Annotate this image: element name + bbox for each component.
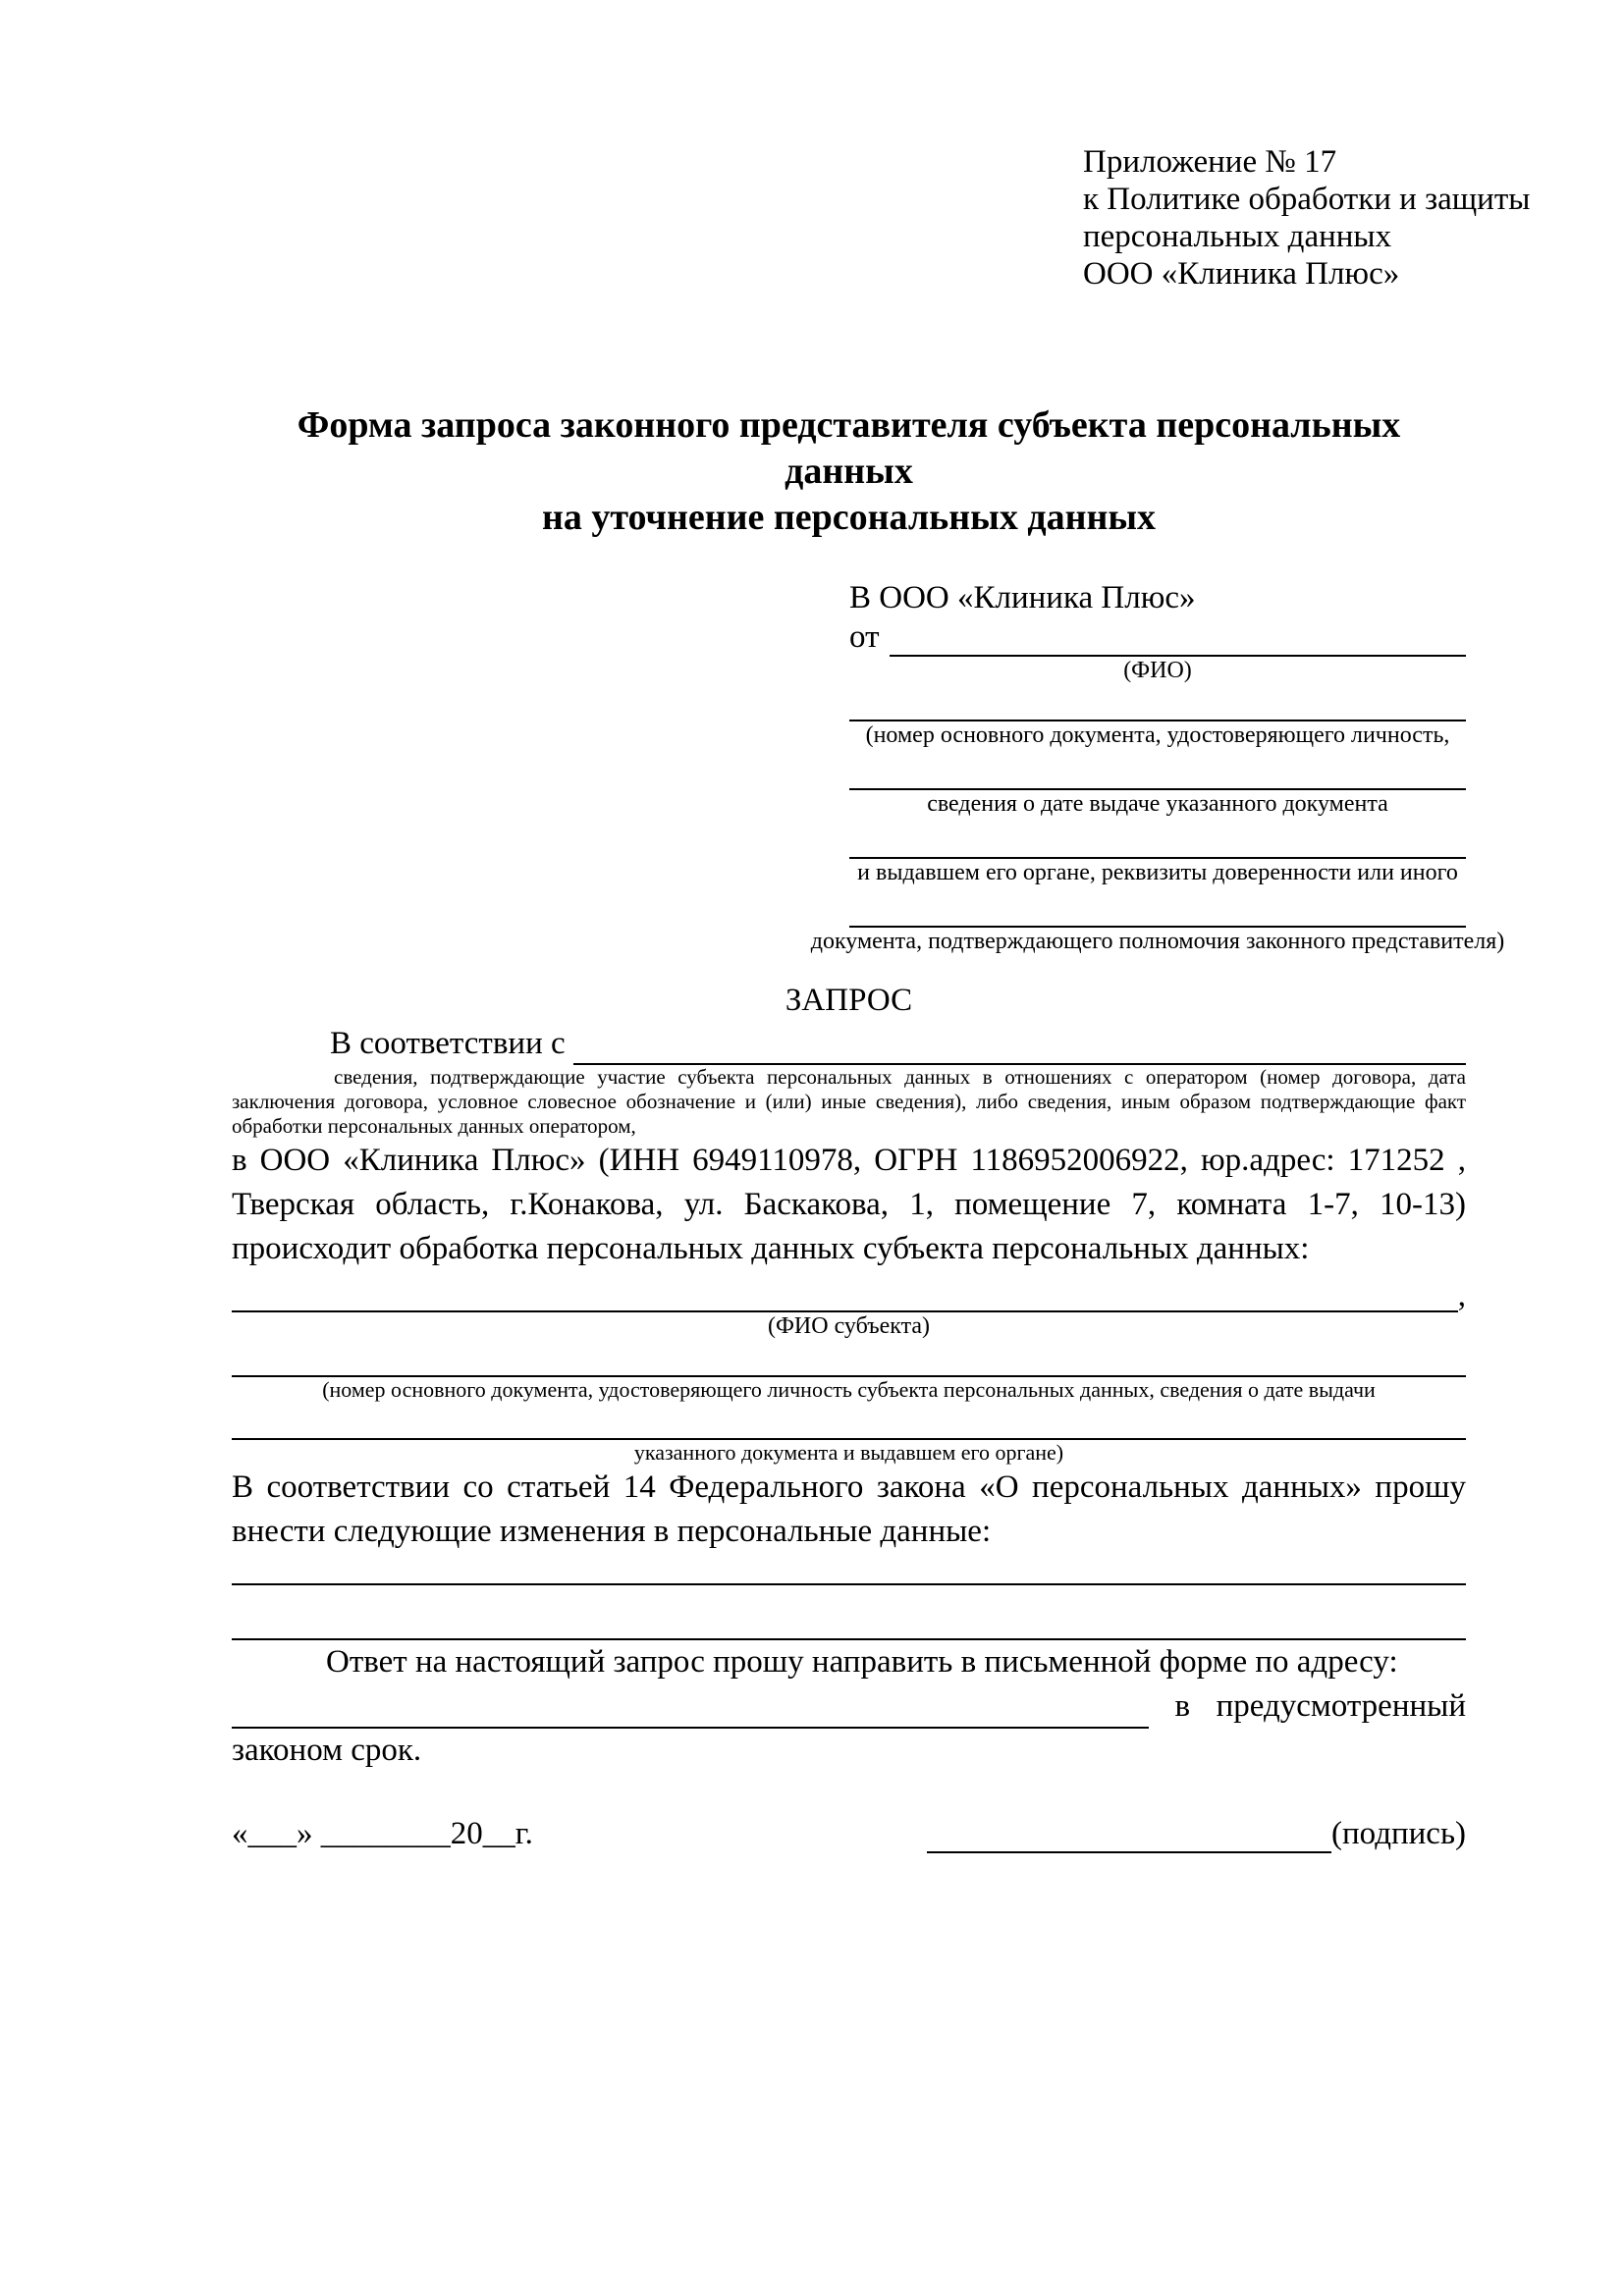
field-caption: (номер основного документа, удостоверяющего личность, <box>865 722 1450 748</box>
subject-doc-caption: указанного документа и выдавшем его органе) <box>633 1440 1064 1465</box>
appendix-header <box>1083 143 1531 293</box>
blank-line <box>232 1340 1466 1377</box>
field-caption: документа, подтверждающего полномочия законного представителя) <box>810 929 1505 954</box>
date-signature-row <box>232 1814 1466 1853</box>
operator-paragraph: в ООО «Клиника Плюс» (ИНН 6949110978, ОГРН 1186952006922, юр.адрес: 171252 , Тверская область, г.Конакова, ул. Баскакова, 1, помещение 7, комната 1-7, 10-13) происходит обработка персональных данных субъекта персональных данных: <box>232 1143 1466 1266</box>
subject-fio-blank-line <box>232 1277 1458 1312</box>
trailing-comma: , <box>1457 1278 1466 1313</box>
fio-caption: (ФИО) <box>1123 658 1192 683</box>
accordance-blank-line <box>573 1030 1466 1065</box>
page-title <box>232 402 1466 541</box>
from-label: от <box>849 619 880 655</box>
changes-blank-line <box>232 1585 1466 1640</box>
appendix-header-line: ООО «Клиника Плюс» <box>1083 256 1400 292</box>
signature-caption: (подпись) <box>1331 1816 1466 1851</box>
field-caption: и выдавшем его органе, реквизиты доверенности или иного <box>857 860 1458 885</box>
subject-fio-field <box>232 1277 1466 1312</box>
appendix-header-line: к Политике обработки и защиты <box>1083 182 1531 217</box>
signature-field <box>927 1814 1466 1853</box>
subject-doc-field <box>232 1340 1466 1403</box>
from-field <box>849 617 1466 657</box>
request-heading: ЗАПРОС <box>785 983 913 1018</box>
answer-word: предусмотренный <box>1216 1688 1466 1724</box>
blank-line <box>849 818 1466 859</box>
blank-line <box>849 886 1466 928</box>
law-paragraph: В соответствии со статьей 14 Федерального закона «О персональных данных» прошу внести следующие изменения в персональные данные: <box>232 1469 1466 1549</box>
accordance-label: В соответствии с <box>330 1026 566 1061</box>
field-caption: сведения о дате выдаче указанного документа <box>927 791 1388 817</box>
representative-doc-field <box>849 684 1466 749</box>
blank-line <box>232 1403 1466 1440</box>
blank-line <box>849 749 1466 790</box>
answer-paragraph-start: Ответ на настоящий запрос прошу направить в письменной форме по адресу: <box>326 1644 1398 1680</box>
answer-paragraph-end: законом срок. <box>232 1733 422 1768</box>
accordance-field <box>232 1022 1466 1065</box>
answer-address-field <box>232 1684 1466 1729</box>
subject-fio-caption: (ФИО субъекта) <box>767 1313 931 1339</box>
address-blank-line <box>232 1693 1149 1729</box>
appendix-header-line: Приложение № 17 <box>1083 144 1337 180</box>
blank-line <box>849 684 1466 721</box>
addressee-to: В ООО «Клиника Плюс» <box>849 580 1196 615</box>
representative-doc-field <box>849 818 1466 886</box>
date-blank: «___» ________20__г. <box>232 1816 533 1851</box>
subject-doc-field <box>232 1403 1466 1466</box>
page-title-line1: Форма запроса законного представителя субъекта персональных данных <box>297 404 1401 492</box>
signature-blank-line <box>927 1822 1331 1853</box>
representative-doc-field <box>810 886 1505 955</box>
page-title-line2: на уточнение персональных данных <box>541 497 1157 538</box>
changes-blank-line <box>232 1554 1466 1585</box>
accordance-footnote: сведения, подтверждающие участие субъекта персональных данных в отношениях с оператором (номер договора, дата заключения договора, условное словесное обозначение и (или) иные сведения), либо сведения, иным образом подтверждающие факт обработки персональных данных оператором, <box>232 1065 1466 1138</box>
from-blank-line <box>890 621 1467 657</box>
representative-doc-field <box>849 749 1466 818</box>
answer-word: в <box>1174 1688 1191 1724</box>
addressee-block <box>810 578 1505 955</box>
subject-doc-caption: (номер основного документа, удостоверяющего личность субъекта персональных данных, сведения о дате выдачи <box>322 1377 1376 1402</box>
appendix-header-line: персональных данных <box>1083 219 1392 254</box>
